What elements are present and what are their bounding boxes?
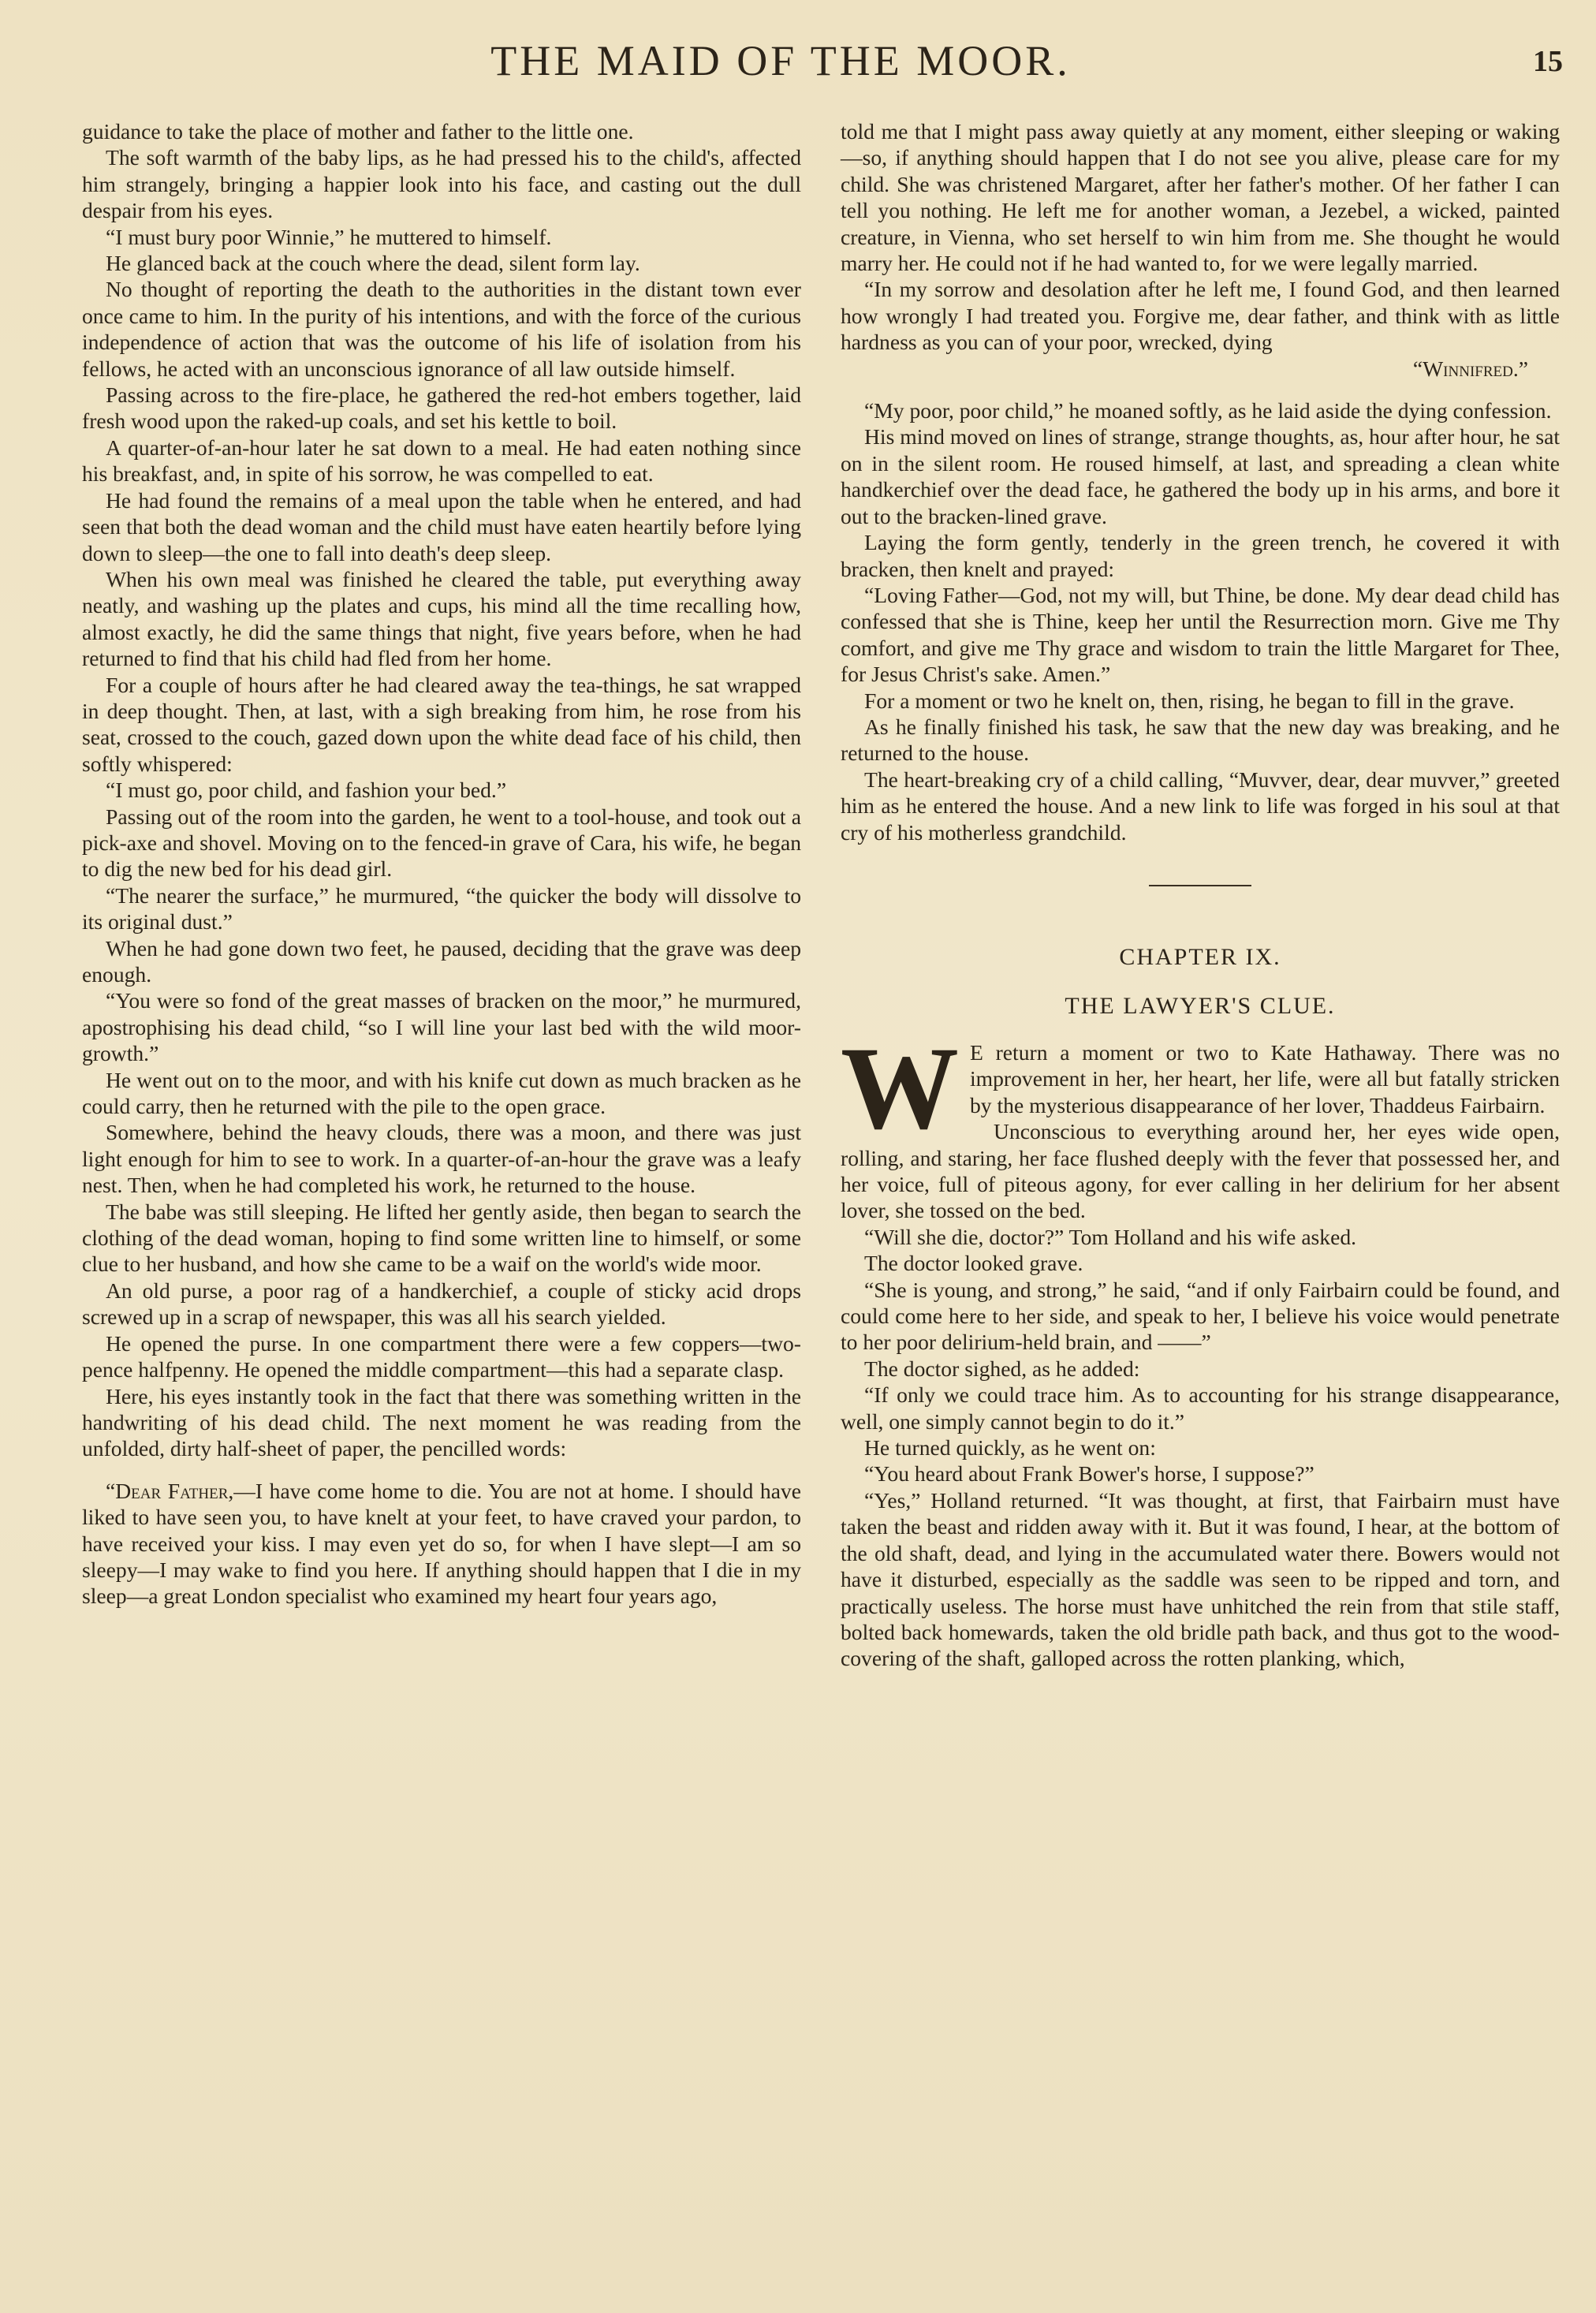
paragraph: Somewhere, behind the heavy clouds, there was a moon, and there was just light enough for him to see to work. In a quarter-of-an-hour the grave was a leafy nest. Then, when he had completed his work, he returned to the house. (82, 1120, 801, 1198)
paragraph: He had found the remains of a meal upon the table when he entered, and had seen that both the dead woman and the child must have eaten heartily before lying down to sleep—the one to fall into death's deep sleep. (82, 487, 801, 565)
paragraph: When his own meal was finished he cleared the table, put everything away neatly, and washing up the plates and cups, his mind all the time recalling how, almost exactly, he did the same things that night, five years before, when he had returned to find that his child had fled from her home. (82, 566, 801, 671)
left-column (82, 118, 801, 1610)
drop-cap: W (841, 1022, 959, 1154)
paragraph: No thought of reporting the death to the authorities in the distant town ever once came to him. In the purity of his intentions, and with the force of the curious independence of action that was the outcome of his life of isolation from his fellows, he acted with an unconscious ignorance of all law outside himself. (82, 277, 801, 381)
paragraph: Passing across to the fire-place, he gathered the red-hot embers together, laid fresh wood upon the raked-up coals, and set his kettle to boil. (82, 382, 801, 434)
paragraph: His mind moved on lines of strange, strange thoughts, as, hour after hour, he sat on in the silent room. He roused himself, at last, and spreading a clean white handkerchief over the dead face, he gathered the body up in his arms, and bore it out to the bracken-lined grave. (841, 424, 1560, 528)
paragraph: “I must go, poor child, and fashion your bed.” (106, 778, 507, 803)
paragraph: “If only we could trace him. As to accounting for his strange disappearance, well, one simply cannot begin to do it.” (841, 1382, 1560, 1434)
letter-paragraph: told me that I might pass away quietly at any moment, either sleeping or waking—so, if anything should happen that I do not see you alive, please care for my child. She was christened Margaret, after her father's mother. Of her father I can tell you nothing. He left me for another woman, a Jezebel, a wicked, painted creature, in Vienna, who set herself to win him from me. She thought he would marry her. He could not if he had wanted to, for we were legally married. (841, 119, 1560, 276)
paragraph: The doctor looked grave. (864, 1251, 1083, 1276)
paragraph: The heart-breaking cry of a child calling, “Muvver, dear, dear muvver,” greeted him as he entered the house. And a new link to life was forged in his soul at that cry of his motherless grandchild. (841, 767, 1560, 845)
paragraph: guidance to take the place of mother and father to the little one. (82, 119, 634, 144)
paragraph: The babe was still sleeping. He lifted her gently aside, then began to search the clothing of the dead woman, hoping to find some written line to himself, or some clue to her husband, and how she came to be a waif on the world's wide moor. (82, 1199, 801, 1277)
paragraph: “My poor, poor child,” he moaned softly, as he laid aside the dying confession. (864, 398, 1552, 423)
paragraph: As he finally finished his task, he saw that the new day was breaking, and he returned to the house. (841, 714, 1560, 766)
paragraph: “She is young, and strong,” he said, “and if only Fairbairn could be found, and could come here to her side, and speak to her, I believe his voice would penetrate to her poor delirium-held brain, and ——” (841, 1277, 1560, 1355)
paragraph: “You heard about Frank Bower's horse, I suppose?” (864, 1461, 1314, 1487)
page-number: 15 (1533, 45, 1563, 78)
paragraph: Here, his eyes instantly took in the fact that there was something written in the handwriting of his dead child. The next moment he was reading from the unfolded, dirty half-sheet of paper, the pencilled words: (82, 1383, 801, 1461)
chapter-first-text: E return a moment or two to Kate Hathaway. There was no improvement in her, her heart, her life, were all but fatally stricken by the mysterious disappearance of her lover, Thaddeus Fairbairn. (970, 1039, 1560, 1117)
letter-opening-text: —I have come home to die. You are not at home. I should have liked to have seen you, to have knelt at your feet, to have craved your pardon, to have received your kiss. I may even yet do so, for when I have slept—I am so sleepy—I may wake to find you here. If anything should happen that I die in my sleep—a great London specialist who examined my heart four years ago, (82, 1478, 801, 1609)
paragraph: “Yes,” Holland returned. “It was thought, at first, that Fairbairn must have taken the beast and ridden away with it. But it was found, I hear, at the bottom of the old shaft, dead, and lying in the accumulated water there. Bowers would not have it disturbed, especially as the saddle was seen to be ripped and torn, and practically useless. The horse must have unhitched the rein from that stile staff, bolted back homewards, taken the old bridle path back, and thus got to the wood-covering of the shaft, galloped across the rotten planking, which, (841, 1487, 1560, 1671)
paragraph: “Loving Father—God, not my will, but Thine, be done. My dear dead child has confessed that she is Thine, keep her until the Resurrection morn. Give me Thy comfort, and give me Thy grace and wisdom to train the little Margaret for Thee, for Jesus Christ's sake. Amen.” (841, 582, 1560, 687)
paragraph: He turned quickly, as he went on: (864, 1435, 1156, 1461)
letter-paragraph: “In my sorrow and desolation after he left me, I found God, and then learned how wrongly I had treated you. Forgive me, dear father, and think with as little hardness as you can of your poor, wrecked, dying (841, 277, 1560, 355)
chapter-title: THE LAWYER'S CLUE. (1065, 992, 1336, 1019)
paragraph: Unconscious to everything around her, her eyes wide open, rolling, and staring, her face flushed deeply with the fever that possessed her, and her voice, full of piteous agony, for ever calling in her delirium for her absent lover, she tossed on the bed. (841, 1119, 1560, 1223)
paragraph: Laying the form gently, tenderly in the green trench, he covered it with bracken, then knelt and prayed: (841, 530, 1560, 581)
paragraph: He opened the purse. In one compartment there were a few coppers—two-pence halfpenny. He opened the middle compartment—this had a separate clasp. (82, 1330, 801, 1382)
letter-signature: “Winnifred.” (1412, 356, 1528, 381)
letter-opening-paragraph: “Dear Father,—I have come home to die. You are not at home. I should have liked to have seen you, to have knelt at your feet, to have craved your pardon, to have received your kiss. I may even yet do so, for when I have slept—I am so sleepy—I may wake to find you here. If anything should happen that I die in my sleep—a great London specialist who examined my heart four years ago, (82, 1478, 801, 1609)
section-divider (1149, 885, 1251, 886)
paragraph: “You were so fond of the great masses of bracken on the moor,” he murmured, apostrophising his dead child, “so I will line your last bed with the wild moor-growth.” (82, 988, 801, 1066)
paragraph: “I must bury poor Winnie,” he muttered to himself. (106, 224, 552, 249)
running-title: THE MAID OF THE MOOR. (490, 37, 1071, 84)
paragraph: The soft warmth of the baby lips, as he had pressed his to the child's, affected him strangely, bringing a happier look into his face, and casting out the dull despair from his eyes. (82, 145, 801, 223)
right-column (841, 118, 1560, 1672)
paragraph: “The nearer the surface,” he murmured, “the quicker the body will dissolve to its original dust.” (82, 882, 801, 935)
paragraph: The doctor sighed, as he added: (864, 1356, 1140, 1381)
paragraph: He glanced back at the couch where the dead, silent form lay. (106, 251, 640, 276)
paragraph: For a moment or two he knelt on, then, rising, he began to fill in the grave. (864, 688, 1515, 713)
paragraph: A quarter-of-an-hour later he sat down to a meal. He had eaten nothing since his breakfast, and, in spite of his sorrow, he was compelled to eat. (82, 435, 801, 487)
paragraph: When he had gone down two feet, he paused, deciding that the grave was deep enough. (82, 935, 801, 987)
letter-salutation: Dear Father, (115, 1478, 234, 1503)
running-head (0, 33, 1596, 88)
paragraph: He went out on to the moor, and with his knife cut down as much bracken as he could carry, then he returned with the pile to the open grace. (82, 1067, 801, 1119)
paragraph: For a couple of hours after he had cleared away the tea-things, he sat wrapped in deep thought. Then, at last, with a sigh breaking from him, he rose from his seat, crossed to the couch, gazed down upon the white dead face of his child, then softly whispered: (82, 672, 801, 776)
chapter-number: CHAPTER IX. (1119, 943, 1281, 970)
paragraph: “Will she die, doctor?” Tom Holland and his wife asked. (864, 1224, 1357, 1249)
paragraph: Passing out of the room into the garden, he went to a tool-house, and took out a pick-axe and shovel. Moving on to the fenced-in grave of Cara, his wife, he began to dig the new bed for his dead girl. (82, 804, 801, 882)
chapter-first-paragraph (841, 1022, 1560, 1154)
paragraph: An old purse, a poor rag of a handkerchief, a couple of sticky acid drops screwed up in a scrap of newspaper, this was all his search yielded. (82, 1278, 801, 1330)
